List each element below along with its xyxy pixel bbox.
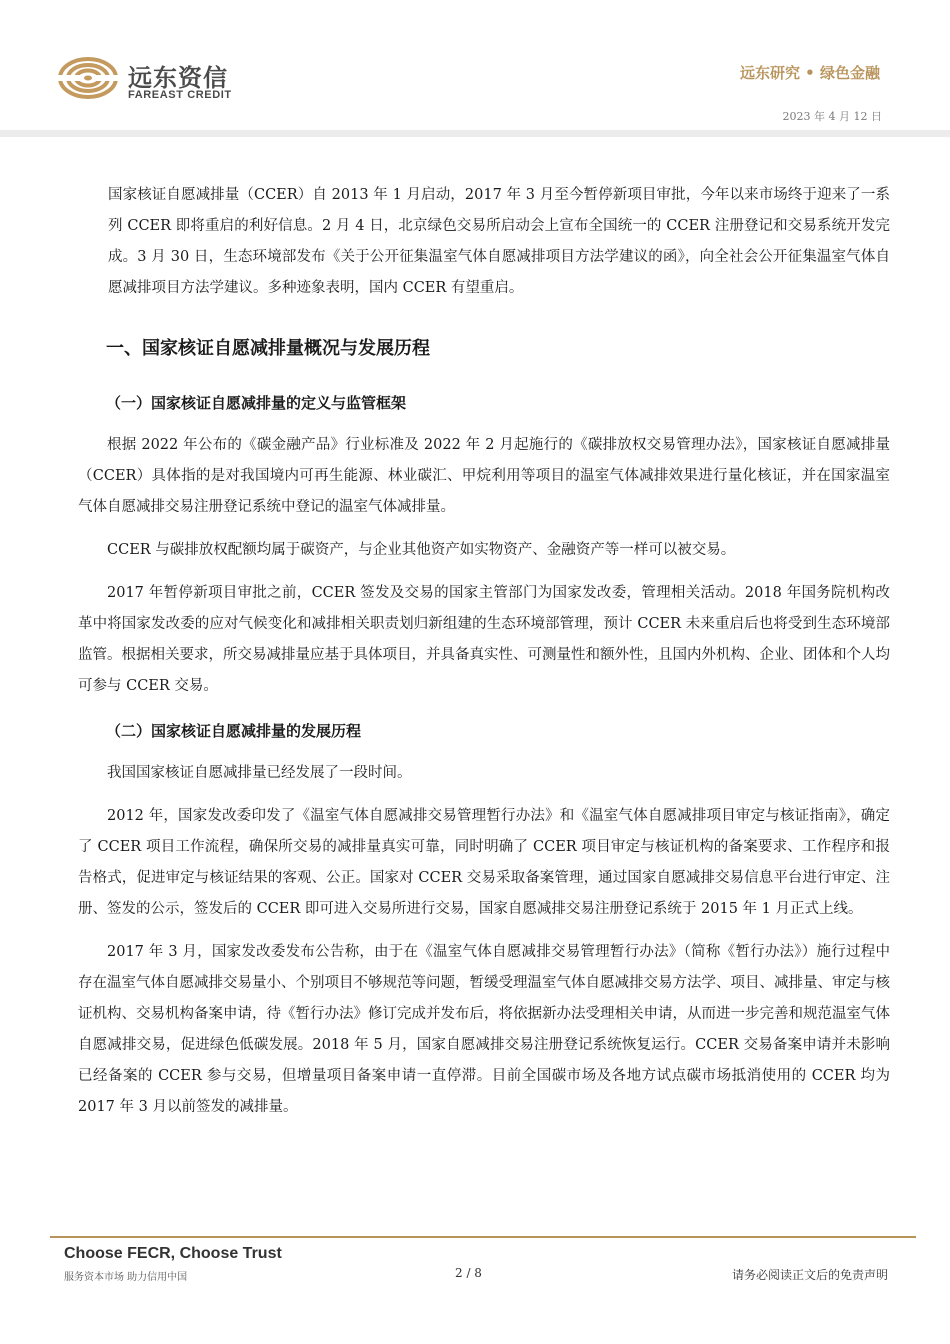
body-paragraph: CCER 与碳排放权配额均属于碳资产，与企业其他资产如实物资产、金融资产等一样可以被交易。 xyxy=(107,542,736,558)
body-paragraph: 我国国家核证自愿减排量已经发展了一段时间。 xyxy=(107,765,412,781)
body-paragraph: 2012 年，国家发改委印发了《温室气体自愿减排交易管理暂行办法》和《温室气体自愿减排项目审定与核证指南》，确定了 CCER 项目工作流程，确保所交易的减排量真实可靠，同时明确了 CCER 项目审定与核证机构的备案要求、工作程序和报告格式，促进审定与核证结果的客观、公正。国家对 CCER 交易采取备案管理，通过国家自愿减排交易信息平台进行审定、注册、签发的公示，签发后的 CCER 即可进入交易所进行交易，国家自愿减排交易注册登记系统于 2015 年 1 月正式上线。 xyxy=(78,808,890,917)
disclaimer-note: 请务必阅读正文后的免责声明 xyxy=(731,1268,888,1282)
footer-slogan: Choose FECR, Choose Trust xyxy=(64,1245,282,1262)
document-body xyxy=(78,180,890,1135)
intro-paragraph: 国家核证自愿减排量（CCER）自 2013 年 1 月启动，2017 年 3 月至今暂停新项目审批，今年以来市场终于迎来了一系列 CCER 即将重启的利好信息。2 月 4 日，北京绿色交易所启动会上宣布全国统一的 CCER 注册登记和交易系统开发完成。3 月 30 日，生态环境部发布《关于公开征集温室气体自愿减排项目方法学建议的函》，向全社会公开征集温室气体自愿减排项目方法学建议。多种迹象表明，国内 CCER 有望重启。 xyxy=(108,187,890,296)
page-number: 2 / 8 xyxy=(455,1266,482,1280)
body-paragraph: 2017 年 3 月，国家发改委发布公告称，由于在《温室气体自愿减排交易管理暂行办法》（简称《暂行办法》）施行过程中存在温室气体自愿减排交易量小、个别项目不够规范等问题，暂缓受理温室气体自愿减排交易方法学、项目、减排量、审定与核证机构、交易机构备案申请，待《暂行办法》修订完成并发布后，将依据新办法受理相关申请，从而进一步完善和规范温室气体自愿减排交易，促进绿色低碳发展。2018 年 5 月，国家自愿减排交易注册登记系统恢复运行。CCER 交易备案申请并未影响已经备案的 CCER 参与交易，但增量项目备案申请一直停滞。目前全国碳市场及各地方试点碳市场抵消使用的 CCER 均为 2017 年 3 月以前签发的减排量。 xyxy=(78,944,890,1115)
fareast-logo-icon xyxy=(58,56,118,100)
header-divider xyxy=(0,130,950,137)
subsection-heading: （二）国家核证自愿减排量的发展历程 xyxy=(106,722,362,740)
section-heading: 一、国家核证自愿减排量概况与发展历程 xyxy=(106,338,430,359)
body-paragraph: 根据 2022 年公布的《碳金融产品》行业标准及 2022 年 2 月起施行的《碳排放权交易管理办法》，国家核证自愿减排量（CCER）具体指的是对我国境内可再生能源、林业碳汇、甲烷利用等项目的温室气体减排效果进行量化核证，并在国家温室气体自愿减排交易注册登记系统中登记的温室气体减排量。 xyxy=(78,437,890,515)
body-paragraph: 2017 年暂停新项目审批之前，CCER 签发及交易的国家主管部门为国家发改委，管理相关活动。2018 年国务院机构改革中将国家发改委的应对气候变化和减排相关职责划归新组建的生态环境部管理，预计 CCER 未来重启后也将受到生态环境部监管。根据相关要求，所交易减排量应基于具体项目，并具备真实性、可测量性和额外性，且国内外机构、企业、团体和个人均可参与 CCER 交易。 xyxy=(78,585,890,694)
footer-divider xyxy=(50,1236,916,1238)
subsection-heading: （一）国家核证自愿减排量的定义与监管框架 xyxy=(106,394,407,412)
logo-english-name: FAREAST CREDIT xyxy=(128,89,232,101)
page-header xyxy=(0,0,950,140)
footer-tagline: 服务资本市场 助力信用中国 xyxy=(64,1272,188,1283)
report-series: 远东研究 • 绿色金融 xyxy=(739,64,880,82)
logo-chinese-name: 远东资信 xyxy=(128,64,228,92)
report-date: 2023 年 4 月 12 日 xyxy=(782,110,882,123)
